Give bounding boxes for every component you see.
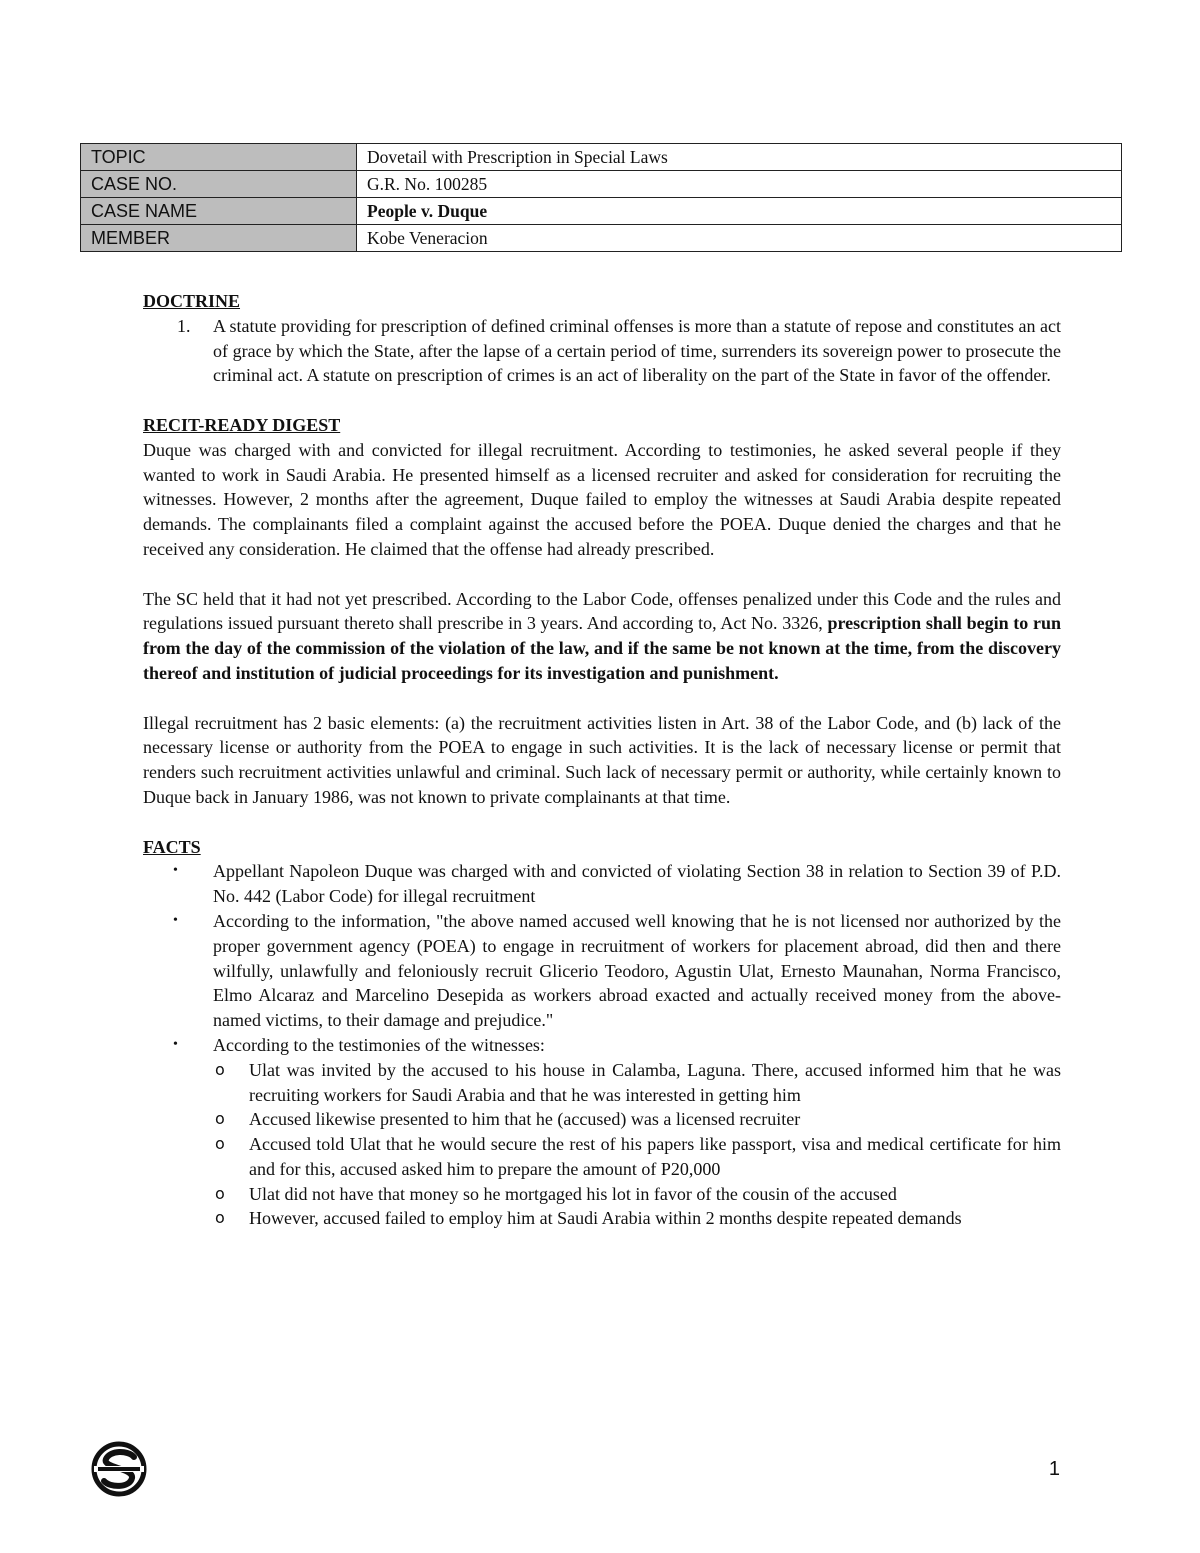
topic-value: Dovetail with Prescription in Special Laws bbox=[357, 144, 1122, 171]
table-row bbox=[81, 225, 1122, 252]
list-item bbox=[215, 1132, 1061, 1182]
doctrine-heading: DOCTRINE bbox=[143, 291, 241, 311]
list-item bbox=[173, 909, 1061, 1033]
table-row bbox=[81, 144, 1122, 171]
list-item bbox=[215, 1182, 1061, 1207]
doctrine-number: 1. bbox=[177, 315, 191, 336]
testimony-text: However, accused failed to employ him at Saudi Arabia within 2 months despite repeated demands bbox=[249, 1208, 962, 1229]
list-item bbox=[215, 1058, 1061, 1108]
bullet-icon: • bbox=[173, 863, 178, 879]
testimony-text: Ulat did not have that money so he mortgaged his lot in favor of the cousin of the accused bbox=[249, 1183, 897, 1204]
sub-bullet-icon: o bbox=[215, 1183, 225, 1203]
digest-paragraph-1: Duque was charged with and convicted for illegal recruitment. According to testimonies, he asked several people if they wanted to work in Saudi Arabia. He presented himself as a licensed recruiter and asked for consideration for recruiting the witnesses. However, 2 months after the agreement, Duque failed to employ the witnesses at Saudi Arabia despite repeated demands. The complainants filed a complaint against the accused before the POEA. Duque denied the charges and that he received any consideration. He claimed that the offense had already prescribed. bbox=[143, 439, 1061, 559]
table-row bbox=[81, 198, 1122, 225]
member-label: MEMBER bbox=[81, 225, 357, 252]
list-item bbox=[215, 1206, 1061, 1231]
list-item bbox=[173, 1033, 1061, 1231]
list-item bbox=[173, 859, 1061, 909]
fact-text: Appellant Napoleon Duque was charged with and convicted of violating Section 38 in relation to Section 39 of P.D. No. 442 (Labor Code) for illegal recruitment bbox=[213, 861, 1061, 907]
fact-text: According to the testimonies of the witnesses: bbox=[213, 1034, 545, 1055]
case-name-label: CASE NAME bbox=[81, 198, 357, 225]
sub-bullet-icon: o bbox=[215, 1134, 225, 1154]
circle-s-logo-icon bbox=[90, 1440, 148, 1498]
topic-label: TOPIC bbox=[81, 144, 357, 171]
doctrine-text: A statute providing for prescription of defined criminal offenses is more than a statute of repose and constitutes an act of grace by which the State, after the lapse of a certain period of time, surrenders its sovereign power to prosecute the criminal act. A statute on prescription of crimes is an act of liberality on the part of the State in favor of the offender. bbox=[213, 315, 1061, 386]
digest-paragraph-3: Illegal recruitment has 2 basic elements: (a) the recruitment activities listen in Art. 38 of the Labor Code, and (b) lack of the necessary license or authority from the POEA to engage in such activities. It is the lack of necessary license or permit that renders such recruitment activities unlawful and criminal. Such lack of necessary permit or authority, while certainly known to Duque back in January 1986, was not known to private complainants at that time. bbox=[143, 712, 1061, 807]
sub-bullet-icon: o bbox=[215, 1109, 225, 1129]
table-row bbox=[81, 171, 1122, 198]
fact-text: According to the information, "the above named accused well knowing that he is not licensed nor authorized by the proper government agency (POEA) to engage in recruitment of workers for placement abroad, did then and there wilfully, unlawfully and feloniously recruit Glicerio Teodoro, Agustin Ulat, Ernesto Maunahan, Norma Francisco, Elmo Alcaraz and Marcelino Desepida as workers abroad exacted and actually received money from the above-named victims, to their damage and prejudice." bbox=[213, 910, 1061, 1031]
case-info-table bbox=[80, 143, 1122, 252]
bullet-icon: • bbox=[173, 1036, 178, 1052]
list-item bbox=[215, 1107, 1061, 1132]
case-no-label: CASE NO. bbox=[81, 171, 357, 198]
list-item bbox=[177, 314, 1061, 388]
testimony-text: Ulat was invited by the accused to his house in Calamba, Laguna. There, accused informed him that he was recruiting workers for Saudi Arabia and that he was interested in getting him bbox=[249, 1059, 1061, 1105]
digest-paragraph-2-emphasis: prescription shall begin to run from the day of the commission of the violation of the law, and if the same be not known at the time, from the discovery thereof and institution of judicial proceedings for its investigation and punishment. bbox=[143, 613, 1061, 683]
testimony-list bbox=[213, 1058, 1061, 1232]
testimony-text: Accused told Ulat that he would secure the rest of his papers like passport, visa and medical certificate for him and for this, accused asked him to prepare the amount of P20,000 bbox=[249, 1134, 1061, 1179]
case-name-text: People v. Duque bbox=[367, 200, 488, 221]
bullet-icon: • bbox=[173, 912, 178, 928]
sub-bullet-icon: o bbox=[215, 1208, 225, 1228]
facts-heading: FACTS bbox=[143, 836, 201, 857]
case-name-value bbox=[357, 198, 1122, 225]
member-value: Kobe Veneracion bbox=[357, 225, 1122, 252]
doctrine-list bbox=[143, 314, 1061, 388]
facts-list bbox=[143, 859, 1061, 1231]
document-body bbox=[143, 289, 1061, 1231]
page-number: 1 bbox=[1048, 1458, 1060, 1480]
sub-bullet-icon: o bbox=[215, 1059, 225, 1079]
digest-paragraph-2-text: The SC held that it had not yet prescribed. According to the Labor Code, offenses penalized under this Code and the rules and regulations issued pursuant thereto shall prescribe in 3 years. And according to, Act No. 3326, bbox=[143, 588, 1061, 634]
digest-paragraph-2 bbox=[143, 587, 1061, 686]
case-no-value: G.R. No. 100285 bbox=[357, 171, 1122, 198]
testimony-text: Accused likewise presented to him that he (accused) was a licensed recruiter bbox=[249, 1109, 801, 1130]
digest-heading: RECIT-READY DIGEST bbox=[143, 414, 341, 435]
